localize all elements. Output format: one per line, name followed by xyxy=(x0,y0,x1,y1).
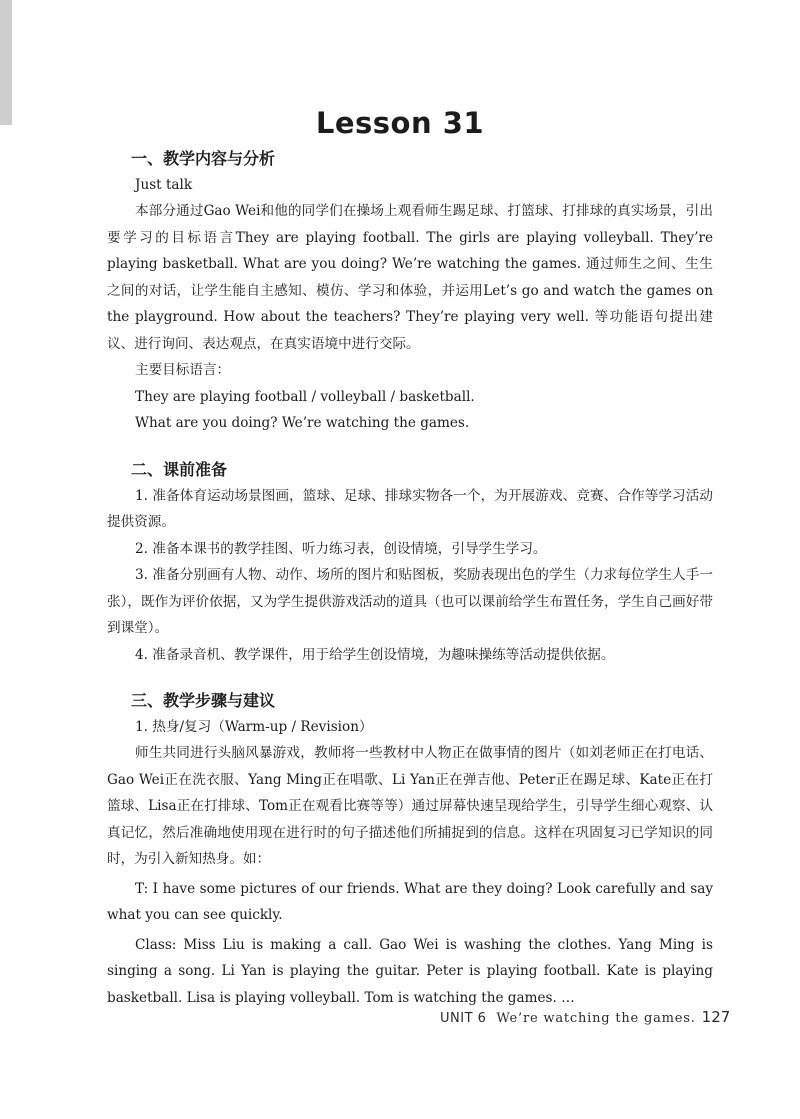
section-heading: 一、教学内容与分析 xyxy=(131,149,276,168)
list-item: 2. 准备本课书的教学挂图、听力练习表，创设情境，引导学生学习。 xyxy=(135,540,547,557)
dialogue-teacher: T: I have some pictures of our friends. What are they doing? Look carefully and say what you can see quickly. xyxy=(107,880,713,923)
section-heading: 三、教学步骤与建议 xyxy=(131,691,276,710)
target-language-line: What are you doing? We’re watching the games. xyxy=(135,415,470,431)
footer-unit-title: We’re watching the games. xyxy=(496,1011,696,1026)
section-subheading: Just talk xyxy=(135,177,193,193)
target-language-line: They are playing football / volleyball / basketball. xyxy=(135,388,475,405)
section-heading: 二、课前准备 xyxy=(131,459,228,479)
list-item: 4. 准备录音机、教学课件，用于给学生创设情境，为趣味操练等活动提供依据。 xyxy=(135,646,615,663)
warmup-paragraph: 师生共同进行头脑风暴游戏，教师将一些教材中人物正在做事情的图片（如刘老师正在打电话、Gao Wei正在洗衣服、Yang Ming正在唱歌、Li Yan正在弹吉他、Peter正在踢足球、Kate正在打篮球、Lisa正在打排球、Tom正在观看比赛等等）通过屏幕快速呈现给学生，引导学生细心观察、认真记忆，然后准确地使用现在进行时的句子描述他们所捕捉到的信息。这样在巩固复习已学知识的同时，为引入新知热身。如： xyxy=(107,745,713,867)
section-preparation xyxy=(107,457,713,669)
analysis-paragraph: 本部分通过Gao Wei和他的同学们在操场上观看师生踢足球、打篮球、打排球的真实场景，引出要学习的目标语言They are playing football. The girls are playing volleyball. They’re playing basketball. What are you doing? We’re watching the games. 通过师生之间、生生之间的对话，让学生能自主感知、模仿、学习和体验，并运用Let’s go and watch the games on the playground. How about the teachers? They’re playing very well. 等功能语句提出建议、进行询问、表达观点，在真实语境中进行交际。 xyxy=(107,203,713,352)
list-item: 1. 准备体育运动场景图画，篮球、足球、排球实物各一个，为开展游戏、竞赛、合作等学习活动提供资源。 xyxy=(107,487,713,530)
lesson-title: Lesson 31 xyxy=(315,106,485,140)
page-content xyxy=(107,146,713,1011)
section-subheading: 1. 热身/复习（Warm-up / Revision） xyxy=(135,719,373,735)
section-teaching-content xyxy=(107,146,713,437)
target-language-label: 主要目标语言： xyxy=(135,362,231,378)
dialogue-class: Class: Miss Liu is making a call. Gao Wei is washing the clothes. Yang Ming is singing a song. Li Yan is playing the guitar. Peter is playing football. Kate is playing basketball. Lisa is playing volleyball. Tom is watching the games. … xyxy=(107,936,713,1006)
list-item: 3. 准备分别画有人物、动作、场所的图片和贴图板，奖励表现出色的学生（力求每位学生人手一张），既作为评价依据，又为学生提供游戏活动的道具（也可以课前给学生布置任务，学生自己画好带到课堂）。 xyxy=(107,567,713,636)
footer-unit: UNIT 6 xyxy=(440,1011,487,1026)
page-footer xyxy=(440,1008,730,1026)
page-number: 127 xyxy=(701,1008,731,1026)
section-teaching-steps xyxy=(107,688,713,1011)
